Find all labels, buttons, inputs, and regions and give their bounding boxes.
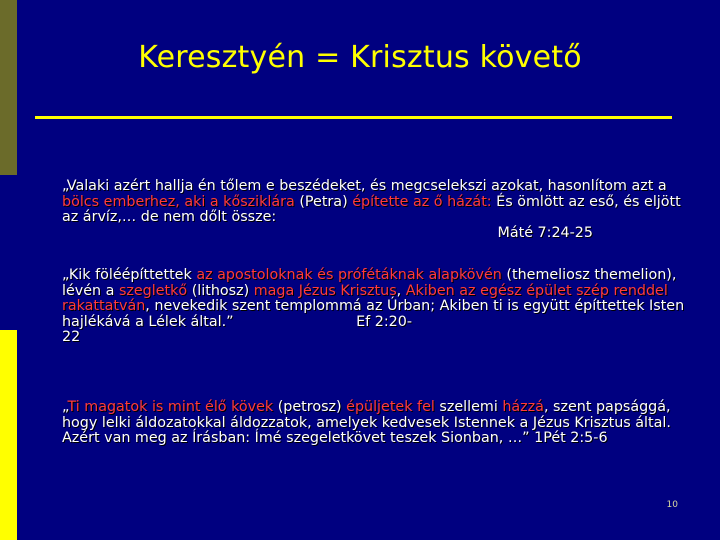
side-accent-top (0, 0, 17, 175)
scripture-reference: Ef 2:20- (356, 313, 412, 330)
quote-highlight: házzá (502, 399, 544, 415)
quote-ephesians (62, 268, 698, 346)
quote-text: „ (62, 399, 68, 415)
side-accent-bottom (0, 330, 17, 540)
scripture-reference-cont: 22 (62, 329, 81, 346)
quote-text: , szent papsággá, hogy lelki áldozatokkal áldozzatok, amelyek kedvesek Istennek a Jézus Krisztus által. Azért van meg az Írásban: Ímé szegeletkövet teszek Sionban, …” 1Pét 2:5-6 (62, 399, 671, 447)
scripture-reference: Máté 7:24-25 (497, 224, 593, 241)
quote-text: „Kik föléépíttettek (62, 267, 197, 283)
quote-text: (themeliosz themelion), lévén a (62, 267, 677, 299)
quote-text: , nevekedik szent templommá az Úrban; Akiben ti is együtt építtettek Isten hajlékává a Lélek által.” (62, 298, 685, 330)
quote-text: (petrosz) (273, 399, 347, 415)
slide-title: Keresztyén = Krisztus követő (138, 40, 582, 75)
quote-text: (lithosz) (187, 282, 254, 299)
title-divider (35, 116, 672, 119)
quote-text: (Petra) (294, 193, 353, 210)
quote-highlight: Ti magatok is mint élő kövek (67, 399, 274, 415)
quote-highlight: az apostoloknak és prófétáknak alapkövén (196, 267, 502, 283)
quote-highlight: szegletkő (118, 282, 188, 299)
quote-highlight: építette az ő házát: (352, 193, 492, 210)
quote-highlight: Akiben az egész épület szép renddel rakattatván (62, 282, 668, 315)
quote-highlight: bölcs emberhez, aki a kősziklára (62, 193, 295, 210)
quote-matthew (62, 179, 698, 241)
quote-text: szellemi (434, 399, 503, 415)
quote-highlight: maga Jézus Krisztus (253, 282, 397, 299)
quote-highlight: épüljetek fel (346, 399, 435, 415)
quote-text: „Valaki azért hallja én tőlem e beszédeket, és megcselekszi azokat, hasonlítom azt a (62, 178, 667, 194)
page-number: 10 (666, 500, 678, 510)
quote-peter (62, 400, 698, 447)
quote-text: És ömlött az eső, és eljött az árvíz,… de nem dőlt össze: (62, 193, 681, 226)
quote-text: , (396, 282, 406, 299)
